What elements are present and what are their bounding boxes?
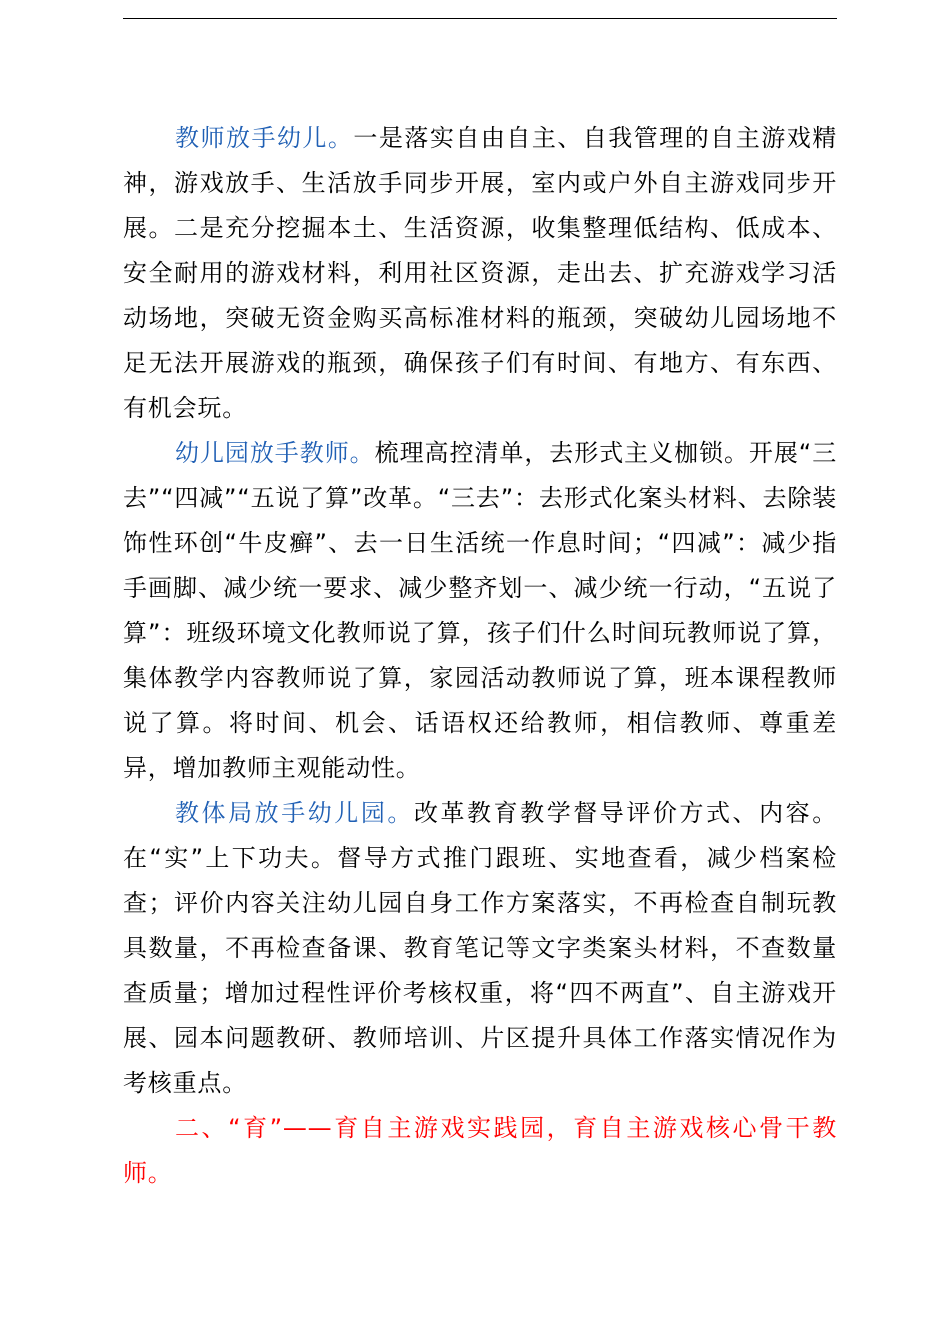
paragraph-lead: 教师放手幼儿。	[175, 124, 354, 152]
document-body	[123, 116, 837, 1196]
header-rule	[123, 18, 837, 19]
paragraph-kindergarten-release-teachers	[123, 431, 837, 791]
paragraph-teachers-release-children	[123, 116, 837, 431]
paragraph-lead: 幼儿园放手教师。	[175, 439, 375, 467]
paragraph-text: 一是落实自由自主、自我管理的自主游戏精神，游戏放手、生活放手同步开展，室内或户外自主游戏同步开展。二是充分挖掘本土、生活资源，收集整理低结构、低成本、安全耐用的游戏材料，利用社区资源，走出去、扩充游戏学习活动场地，突破无资金购买高标准材料的瓶颈，突破幼儿园场地不足无法开展游戏的瓶颈，确保孩子们有时间、有地方、有东西、有机会玩。	[123, 124, 837, 422]
section-heading: 二、“育”——育自主游戏实践园，育自主游戏核心骨干教师。	[123, 1114, 837, 1187]
paragraph-bureau-release-kindergarten	[123, 791, 837, 1106]
paragraph-text: 改革教育教学督导评价方式、内容。在“实”上下功夫。督导方式推门跟班、实地查看，减少档案检查；评价内容关注幼儿园自身工作方案落实，不再检查自制玩教具数量，不再检查备课、教育笔记等文字类案头材料，不查数量查质量；增加过程性评价考核权重，将“四不两直”、自主游戏开展、园本问题教研、教师培训、片区提升具体工作落实情况作为考核重点。	[123, 799, 837, 1097]
paragraph-text: 梳理高控清单，去形式主义枷锁。开展“三去”“四减”“五说了算”改革。“三去”：去形式化案头材料、去除装饰性环创“牛皮癣”、去一日生活统一作息时间；“四减”：减少指手画脚、减少统一要求、减少整齐划一、减少统一行动，“五说了算”：班级环境文化教师说了算，孩子们什么时间玩教师说了算，集体教学内容教师说了算，家园活动教师说了算，班本课程教师说了算。将时间、机会、话语权还给教师，相信教师、尊重差异，增加教师主观能动性。	[123, 439, 837, 782]
paragraph-lead: 教体局放手幼儿园。	[175, 799, 414, 827]
